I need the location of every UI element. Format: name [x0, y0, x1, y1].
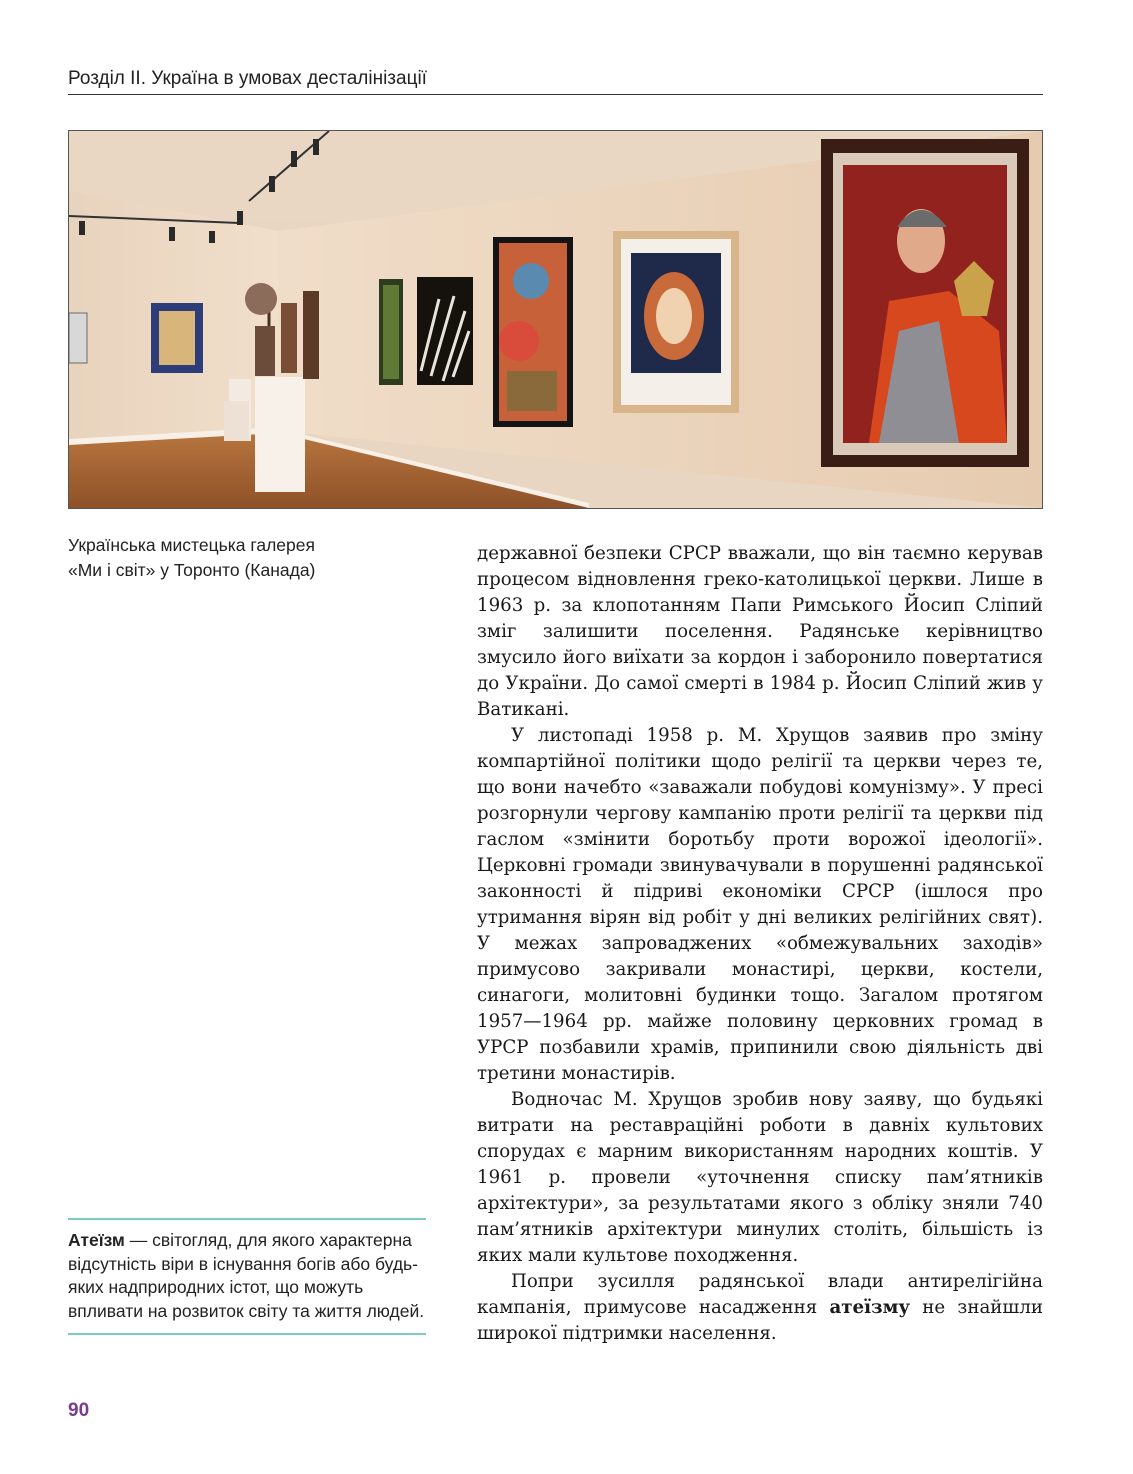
- paragraph-4-start: Попри зусилля радянської влади антирелігійна кампанія, примусове насадження: [477, 1271, 1043, 1318]
- paragraph-4-end: не знайшли широкої підтримки населення.: [477, 1297, 1044, 1344]
- glossary-term: Атеїзм: [68, 1230, 125, 1250]
- paragraph-4: [477, 1269, 1043, 1347]
- main-text: [477, 541, 1043, 1347]
- gallery-photo-icon: [69, 131, 1042, 508]
- paragraph-3: Водночас М. Хрущов зробив нову заяву, що будьякі витрати на реставраційні роботи в давніх культових спорудах є марним використанням народних коштів. У 1961 р. провели «уточнення списку пам’ятників архітектури», за результатами якого з обліку зняли 740 пам’ятників архітектури минулих століть, більшість із яких мали культове походження.: [477, 1089, 1043, 1266]
- section-title: Розділ ІІ. Україна в умовах десталінізації: [68, 68, 427, 89]
- page-number: 90: [68, 1400, 90, 1421]
- caption-line-2: «Ми і світ» у Торонто (Канада): [68, 560, 316, 580]
- page-header: [68, 68, 1043, 95]
- paragraph-1: державної безпеки СРСР вважали, що він таємно керував процесом відновлення греко-католицької церкви. Лише в 1963 р. за клопотанням Папи Римського Йосип Сліпий зміг залишити поселення. Радянське керівництво змусило його виїхати за кордон і заборонило повертатися до України. До самої смерті в 1984 р. Йосип Сліпий жив у Ватикані.: [477, 543, 1043, 720]
- paragraph-2: У листопаді 1958 р. М. Хрущов заявив про зміну компартійної політики щодо релігії та церкви через те, що вони начебто «заважали побудові комунізму». У пресі розгорнули чергову кампанію проти релігії та церкви під гаслом «змінити боротьбу проти ворожої ідеології». Церковні громади звинувачували в порушенні радянської законності й підриві економіки СРСР (ішлося про утримання вірян від робіт у дні великих релігійних свят). У межах запроваджених «обмежувальних заходів» примусово закривали монастирі, церкви, костели, синагоги, молитовні будинки тощо. Загалом протягом 1957—1964 рр. майже половину церковних громад в УРСР позбавили храмів, припинили свою діяльність дві третини монастирів.: [477, 725, 1043, 1084]
- glossary-definition: — світогляд, для якого характерна відсутність віри в існування богів або будь-яких надприродних істот, що можуть впливати на розвиток світу та життя людей.: [68, 1230, 425, 1321]
- glossary-box: [68, 1218, 426, 1335]
- caption-line-1: Українська мистецька галерея: [68, 535, 315, 555]
- gallery-photo: [68, 130, 1043, 509]
- photo-caption: [68, 533, 368, 583]
- atheism-term-inline: атеїзму: [829, 1297, 911, 1318]
